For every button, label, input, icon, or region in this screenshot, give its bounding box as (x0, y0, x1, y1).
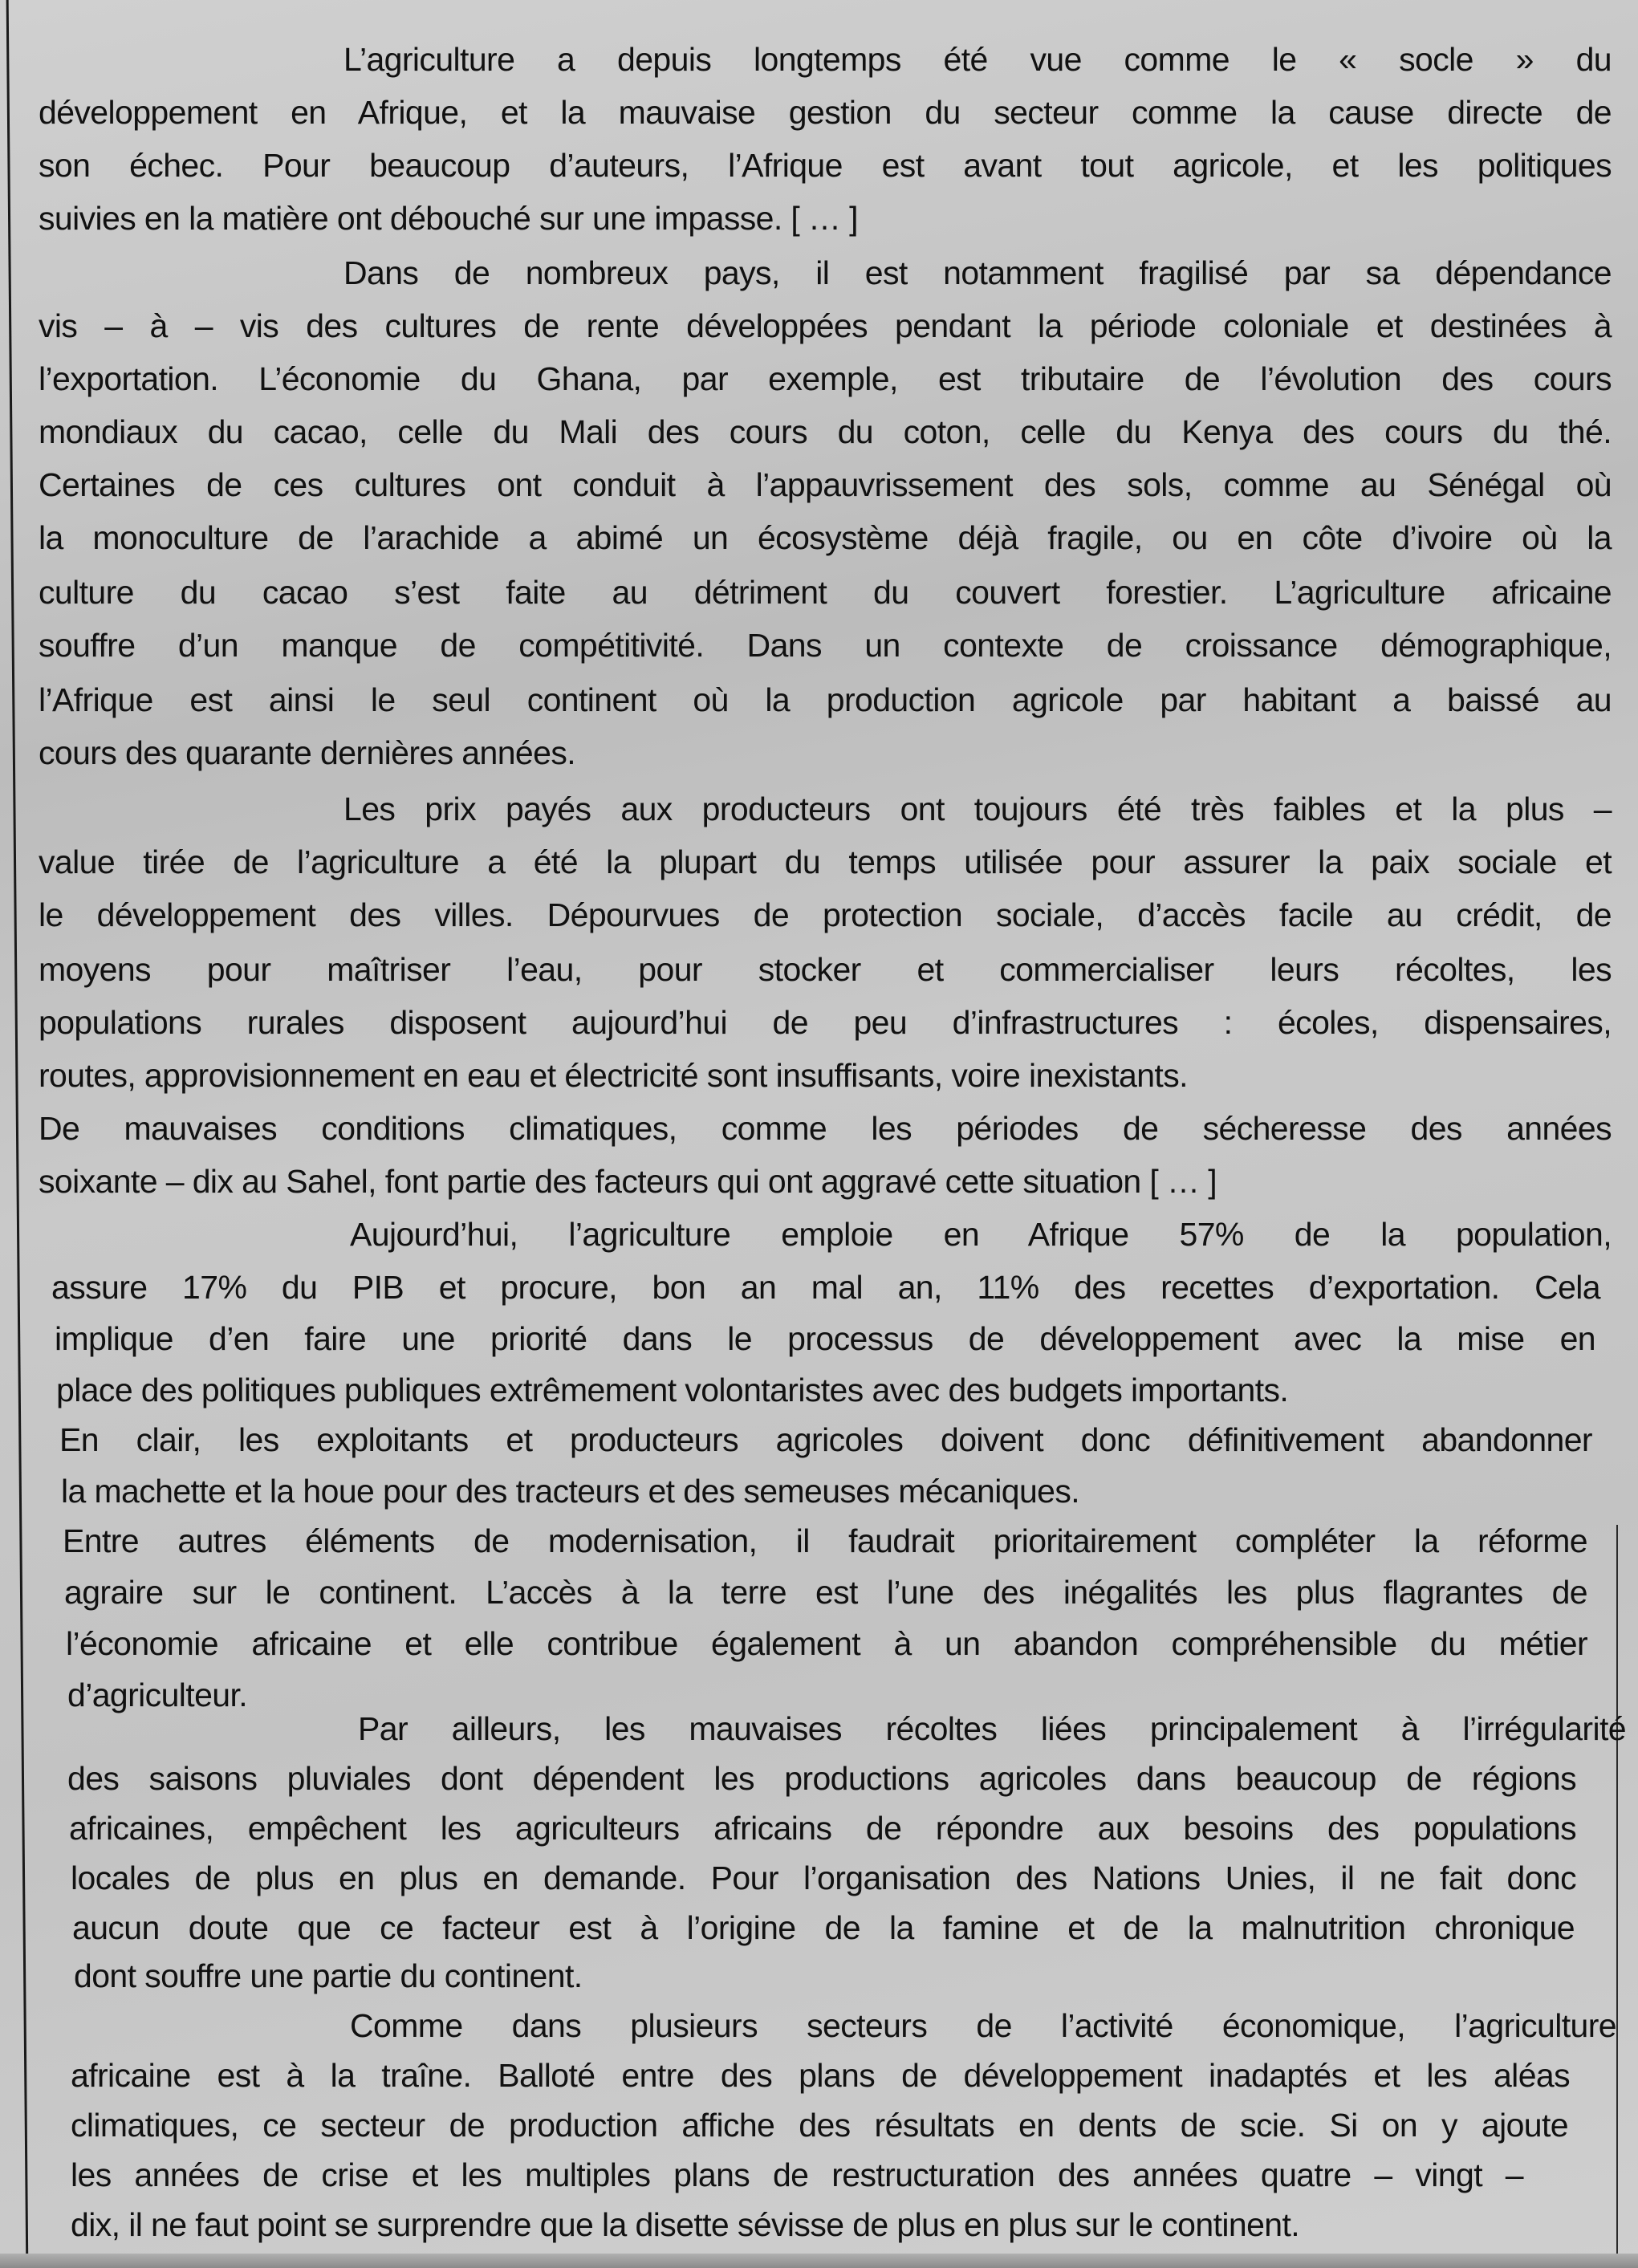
text-line: africaine est à la traîne. Balloté entre des plans de développement inadaptés et les aléas (71, 2057, 1570, 2094)
text-line: Aujourd’hui, l’agriculture emploie en Afrique 57% de la population, (350, 1216, 1612, 1253)
text-line: le développement des villes. Dépourvues de protection sociale, d’accès facile au crédit, de (39, 896, 1612, 933)
text-line: des saisons pluviales dont dépendent les productions agricoles dans beaucoup de régions (67, 1760, 1576, 1797)
text-line: son échec. Pour beaucoup d’auteurs, l’Afrique est avant tout agricole, et les politiques (39, 147, 1612, 184)
text-line: value tirée de l’agriculture a été la plupart du temps utilisée pour assurer la paix sociale et (39, 843, 1612, 880)
text-line: Par ailleurs, les mauvaises récoltes liées principalement à l’irrégularité (358, 1710, 1626, 1747)
text-line: aucun doute que ce facteur est à l’origine de la famine et de la malnutrition chronique (72, 1909, 1575, 1946)
text-line: routes, approvisionnement en eau et électricité sont insuffisants, voire inexistants. (39, 1057, 1188, 1094)
text-line: africaines, empêchent les agriculteurs africains de répondre aux besoins des populations (69, 1810, 1576, 1847)
text-line: populations rurales disposent aujourd’hui de peu d’infrastructures : écoles, dispensaires, (39, 1004, 1612, 1041)
text-line: la machette et la houe pour des tracteurs et des semeuses mécaniques. (61, 1473, 1080, 1510)
text-line: place des politiques publiques extrêmement volontaristes avec des budgets importants. (56, 1372, 1289, 1408)
text-line: suivies en la matière ont débouché sur une impasse. [ … ] (39, 200, 858, 237)
text-line: mondiaux du cacao, celle du Mali des cours du coton, celle du Kenya des cours du thé. (39, 413, 1612, 450)
text-line: la monoculture de l’arachide a abimé un écosystème déjà fragile, ou en côte d’ivoire où la (39, 519, 1612, 556)
text-line: climatiques, ce secteur de production affiche des résultats en dents de scie. Si on y ajoute (71, 2107, 1568, 2144)
text-line: d’agriculteur. (67, 1677, 248, 1713)
text-line: moyens pour maîtriser l’eau, pour stocker et commercialiser leurs récoltes, les (39, 951, 1612, 988)
text-line: De mauvaises conditions climatiques, comme les périodes de sécheresse des années (39, 1110, 1612, 1147)
text-line: Entre autres éléments de modernisation, il faudrait prioritairement compléter la réforme (63, 1522, 1587, 1559)
text-line: souffre d’un manque de compétitivité. Dans un contexte de croissance démographique, (39, 627, 1612, 664)
text-line: culture du cacao s’est faite au détriment du couvert forestier. L’agriculture africaine (39, 574, 1612, 611)
text-line: dont souffre une partie du continent. (74, 1957, 583, 1994)
left-border-line (6, 0, 29, 2268)
page-bottom-edge (0, 2254, 1638, 2268)
text-line: En clair, les exploitants et producteurs agricoles doivent donc définitivement abandonner (59, 1421, 1592, 1458)
text-line: Certaines de ces cultures ont conduit à l’appauvrissement des sols, comme au Sénégal où (39, 466, 1612, 503)
text-line: soixante – dix au Sahel, font partie des facteurs qui ont aggravé cette situation [ … ] (39, 1163, 1217, 1200)
text-line: locales de plus en plus en demande. Pour l’organisation des Nations Unies, il ne fait donc (71, 1860, 1576, 1896)
text-line: Dans de nombreux pays, il est notamment fragilisé par sa dépendance (343, 254, 1612, 291)
text-line: implique d’en faire une priorité dans le processus de développement avec la mise en (55, 1320, 1595, 1357)
text-line: dix, il ne faut point se surprendre que la disette sévisse de plus en plus sur le continent. (71, 2206, 1300, 2243)
text-line: cours des quarante dernières années. (39, 734, 576, 771)
text-line: l’exportation. L’économie du Ghana, par exemple, est tributaire de l’évolution des cours (39, 360, 1612, 397)
text-line: assure 17% du PIB et procure, bon an mal an, 11% des recettes d’exportation. Cela (51, 1269, 1600, 1306)
text-line: vis – à – vis des cultures de rente développées pendant la période coloniale et destinées à (39, 307, 1612, 344)
text-line: Comme dans plusieurs secteurs de l’activité économique, l’agriculture (350, 2007, 1616, 2044)
text-line: Les prix payés aux producteurs ont toujours été très faibles et la plus – (343, 791, 1612, 827)
text-line: les années de crise et les multiples plans de restructuration des années quatre – vingt – (71, 2156, 1523, 2193)
text-line: l’économie africaine et elle contribue également à un abandon compréhensible du métier (66, 1625, 1587, 1662)
text-line: développement en Afrique, et la mauvaise gestion du secteur comme la cause directe de (39, 94, 1612, 131)
right-border-line (1616, 1525, 1618, 2268)
text-line: l’Afrique est ainsi le seul continent où la production agricole par habitant a baissé au (39, 681, 1612, 718)
text-line: agraire sur le continent. L’accès à la terre est l’une des inégalités les plus flagrantes de (64, 1574, 1587, 1611)
text-line: L’agriculture a depuis longtemps été vue comme le « socle » du (343, 41, 1612, 78)
